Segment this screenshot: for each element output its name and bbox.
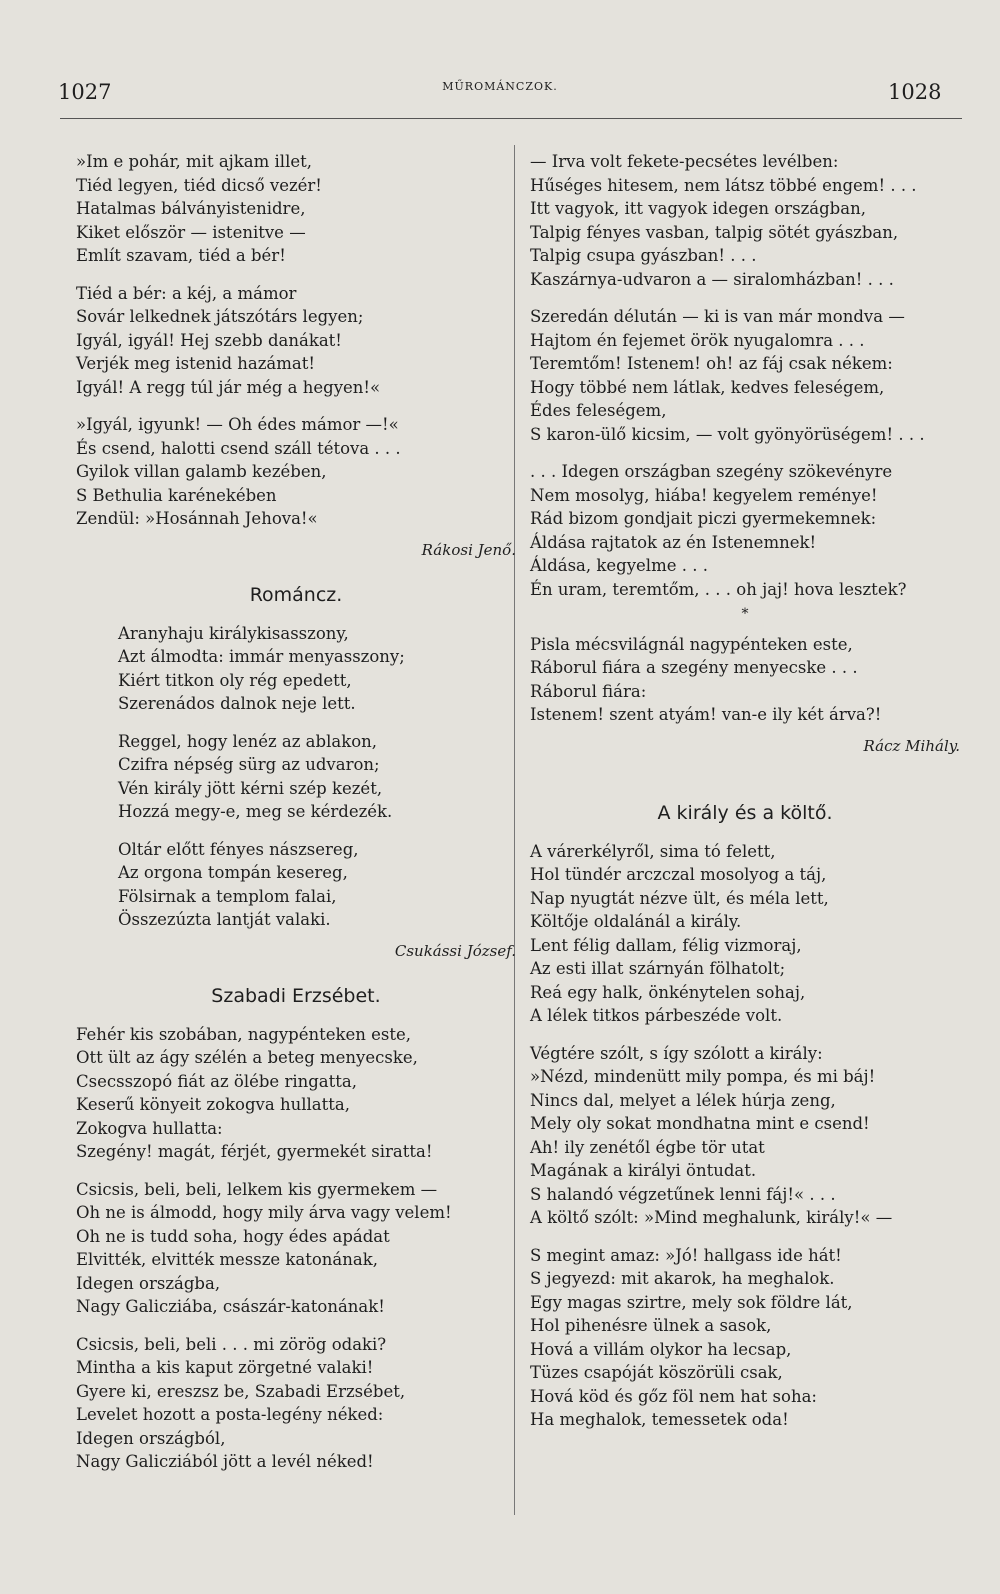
verse-line: Áldása, kegyelme . . . <box>530 556 708 575</box>
verse-line: Magának a királyi öntudat. <box>530 1161 757 1180</box>
right-page-number: 1028 <box>888 80 942 104</box>
verse-line: Az esti illat szárnyán fölhatolt; <box>530 959 786 978</box>
poem1-stanza <box>76 413 516 531</box>
poem4-stanza <box>530 1244 960 1432</box>
left-page-number: 1027 <box>58 80 112 104</box>
verse-line: Szegény! magát, férjét, gyermekét siratta! <box>76 1142 433 1161</box>
verse-line: Szeredán délután — ki is van már mondva — <box>530 307 905 326</box>
verse-line: Oh ne is álmodd, hogy mily árva vagy velem! <box>76 1203 452 1222</box>
poem2-stanza <box>76 838 516 932</box>
verse-line: Teremtőm! Istenem! oh! az fáj csak nékem: <box>530 354 893 373</box>
verse-line: Nincs dal, melyet a lélek húrja zeng, <box>530 1090 836 1110</box>
section-separator: * <box>741 606 749 622</box>
verse-line: Csicsis, beli, beli . . . mi zörög odaki? <box>76 1334 387 1354</box>
verse-line: Rád bizom gondjait piczi gyermekemnek: <box>530 509 877 528</box>
verse-line: Verjék meg istenid hazámat! <box>76 354 315 373</box>
verse-line: Nagy Galicziából jött a levél néked! <box>76 1452 374 1471</box>
verse-line: Ott ült az ágy szélén a beteg menyecske, <box>76 1048 418 1067</box>
verse-line: Reggel, hogy lenéz az ablakon, <box>118 731 377 751</box>
verse-line: Tiéd legyen, tiéd dicső vezér! <box>76 175 322 195</box>
poem1-stanza <box>76 150 516 268</box>
verse-line: Oltár előtt fényes nászsereg, <box>118 839 359 859</box>
poem-author: Rácz Mihály. <box>863 736 960 755</box>
poem3-stanza <box>76 1023 516 1164</box>
poem-title: Szabadi Erzsébet. <box>211 985 381 1007</box>
verse-line: »Im e pohár, mit ajkam illet, <box>76 152 312 171</box>
poem-title: A király és a költő. <box>657 802 833 824</box>
poem3-stanza <box>530 460 960 601</box>
verse-line: Én uram, teremtőm, . . . oh jaj! hova lesztek? <box>530 579 907 599</box>
verse-line: S megint amaz: »Jó! hallgass ide hát! <box>530 1245 842 1265</box>
verse-line: Csecsszopó fiát az ölébe ringatta, <box>76 1071 357 1091</box>
verse-line: Elvitték, elvitték messze katonának, <box>76 1250 378 1269</box>
verse-line: És csend, halotti csend száll tétova . . . <box>76 438 401 458</box>
verse-line: Tüzes csapóját köszörüli csak, <box>530 1363 783 1382</box>
poem-title: Románcz. <box>249 584 343 606</box>
verse-line: Reá egy halk, önkénytelen sohaj, <box>530 982 806 1002</box>
verse-line: Idegen országba, <box>76 1273 221 1293</box>
poem3-stanza <box>76 1333 516 1474</box>
verse-line: Czifra népség sürg az udvaron; <box>118 755 380 774</box>
verse-line: Hová köd és gőz föl nem hat soha: <box>530 1386 817 1406</box>
poem-author: Csukássi József. <box>394 941 516 960</box>
verse-line: Nem mosolyg, hiába! kegyelem reménye! <box>530 485 878 505</box>
verse-line: Az orgona tompán kesereg, <box>118 863 348 882</box>
verse-line: A várerkélyről, sima tó felett, <box>530 841 776 861</box>
running-title: MŰROMÁNCZOK. <box>442 80 558 93</box>
verse-line: Oh ne is tudd soha, hogy édes apádat <box>76 1226 390 1246</box>
verse-line: Hűséges hitesem, nem látsz többé engem! . . . <box>530 175 917 195</box>
verse-line: Nap nyugtát nézve ült, és méla lett, <box>530 888 829 908</box>
verse-line: . . . Idegen országban szegény szökevényre <box>530 462 893 481</box>
verse-line: Lent félig dallam, félig vizmoraj, <box>530 935 802 955</box>
verse-line: Keserű könyeit zokogva hullatta, <box>76 1095 350 1114</box>
verse-line: Ah! ily zenétől égbe tör utat <box>530 1137 765 1157</box>
verse-line: Ha meghalok, temessetek oda! <box>530 1410 789 1429</box>
verse-line: Idegen országból, <box>76 1428 226 1448</box>
verse-line: Istenem! szent atyám! van-e ily két árva?! <box>530 705 882 724</box>
poem2-stanza <box>76 622 516 716</box>
verse-line: Zokogva hullatta: <box>76 1118 223 1138</box>
verse-line: Ráborul fiára: <box>530 681 647 701</box>
verse-line: A költő szólt: »Mind meghalunk, király!« — <box>530 1208 893 1227</box>
verse-line: Egy magas szirtre, mely sok földre lát, <box>530 1292 853 1312</box>
verse-line: Mintha a kis kaput zörgetné valaki! <box>76 1358 374 1377</box>
poem-author: Rákosi Jenő. <box>421 540 516 559</box>
verse-line: Fölsirnak a templom falai, <box>118 886 337 906</box>
verse-line: Tiéd a bér: a kéj, a mámor <box>76 283 297 303</box>
verse-line: »Nézd, mindenütt mily pompa, és mi báj! <box>530 1067 876 1086</box>
verse-line: — Irva volt fekete-pecsétes levélben: <box>530 152 839 171</box>
poem3-stanza <box>530 150 960 291</box>
verse-line: Talpig fényes vasban, talpig sötét gyászban, <box>530 222 899 242</box>
verse-line: Összezúzta lantját valaki. <box>118 910 331 929</box>
verse-line: Végtére szólt, s így szólott a király: <box>530 1043 823 1063</box>
verse-line: Talpig csupa gyászban! . . . <box>530 246 757 265</box>
verse-line: Itt vagyok, itt vagyok idegen országban, <box>530 199 866 218</box>
verse-line: Ráborul fiára a szegény menyecske . . . <box>530 658 858 677</box>
verse-line: »Igyál, igyunk! — Oh édes mámor —!« <box>76 415 399 434</box>
verse-line: Mely oly sokat mondhatna mint e csend! <box>530 1114 870 1133</box>
poem3-stanza <box>76 1178 516 1319</box>
verse-line: S Bethulia karénekében <box>76 485 277 505</box>
right-column <box>530 150 960 1446</box>
verse-line: Levelet hozott a posta-legény néked: <box>76 1405 384 1424</box>
verse-line: Gyilok villan galamb kezében, <box>76 462 327 481</box>
poem4-stanza <box>530 840 960 1028</box>
verse-line: A lélek titkos párbeszéde volt. <box>530 1006 783 1025</box>
verse-line: Áldása rajtatok az én Istenemnek! <box>530 532 817 552</box>
verse-line: Aranyhaju királykisasszony, <box>118 623 349 643</box>
verse-line: Nagy Galicziába, császár-katonának! <box>76 1297 385 1316</box>
verse-line: Fehér kis szobában, nagypénteken este, <box>76 1024 412 1044</box>
verse-line: Szerenádos dalnok neje lett. <box>118 694 356 713</box>
poem2-stanza <box>76 730 516 824</box>
verse-line: Hol pihenésre ülnek a sasok, <box>530 1316 772 1335</box>
verse-line: Hogy többé nem látlak, kedves feleségem, <box>530 377 885 397</box>
verse-line: Hatalmas bálványistenidre, <box>76 199 306 218</box>
left-column <box>76 150 516 1488</box>
verse-line: Kaszárnya-udvaron a — siralomházban! . . . <box>530 269 894 289</box>
verse-line: S jegyezd: mit akarok, ha meghalok. <box>530 1269 835 1288</box>
verse-line: Sovár lelkednek játszótárs legyen; <box>76 307 364 326</box>
verse-line: Költője oldalánál a király. <box>530 912 742 931</box>
verse-line: Hová a villám olykor ha lecsap, <box>530 1339 792 1359</box>
verse-line: Azt álmodta: immár menyasszony; <box>118 647 405 666</box>
verse-line: Csicsis, beli, beli, lelkem kis gyermekem — <box>76 1179 438 1199</box>
poem4-stanza <box>530 1042 960 1230</box>
verse-line: Hol tündér arczczal mosolyog a táj, <box>530 865 827 884</box>
verse-line: Zendül: »Hosánnah Jehova!« <box>76 509 318 528</box>
verse-line: Vén király jött kérni szép kezét, <box>118 778 383 798</box>
verse-line: S halandó végzetűnek lenni fáj!« . . . <box>530 1184 836 1204</box>
verse-line: Igyál! A regg túl jár még a hegyen!« <box>76 377 381 397</box>
verse-line: S karon-ülő kicsim, — volt gyönyörüségem! . . . <box>530 424 925 444</box>
verse-line: Hozzá megy-e, meg se kérdezék. <box>118 802 393 821</box>
verse-line: Gyere ki, ereszsz be, Szabadi Erzsébet, <box>76 1381 406 1401</box>
verse-line: Édes feleségem, <box>530 401 667 420</box>
verse-line: Hajtom én fejemet örök nyugalomra . . . <box>530 330 865 350</box>
verse-line: Kiket először — istenitve — <box>76 222 306 242</box>
verse-line: Említ szavam, tiéd a bér! <box>76 246 286 265</box>
verse-line: Pisla mécsvilágnál nagypénteken este, <box>530 634 853 654</box>
verse-line: Kiért titkon oly rég epedett, <box>118 670 352 690</box>
header-rule <box>60 118 962 119</box>
poem3-stanza <box>530 633 960 727</box>
poem3-stanza <box>530 305 960 446</box>
poem1-stanza <box>76 282 516 400</box>
verse-line: Igyál, igyál! Hej szebb danákat! <box>76 330 342 350</box>
